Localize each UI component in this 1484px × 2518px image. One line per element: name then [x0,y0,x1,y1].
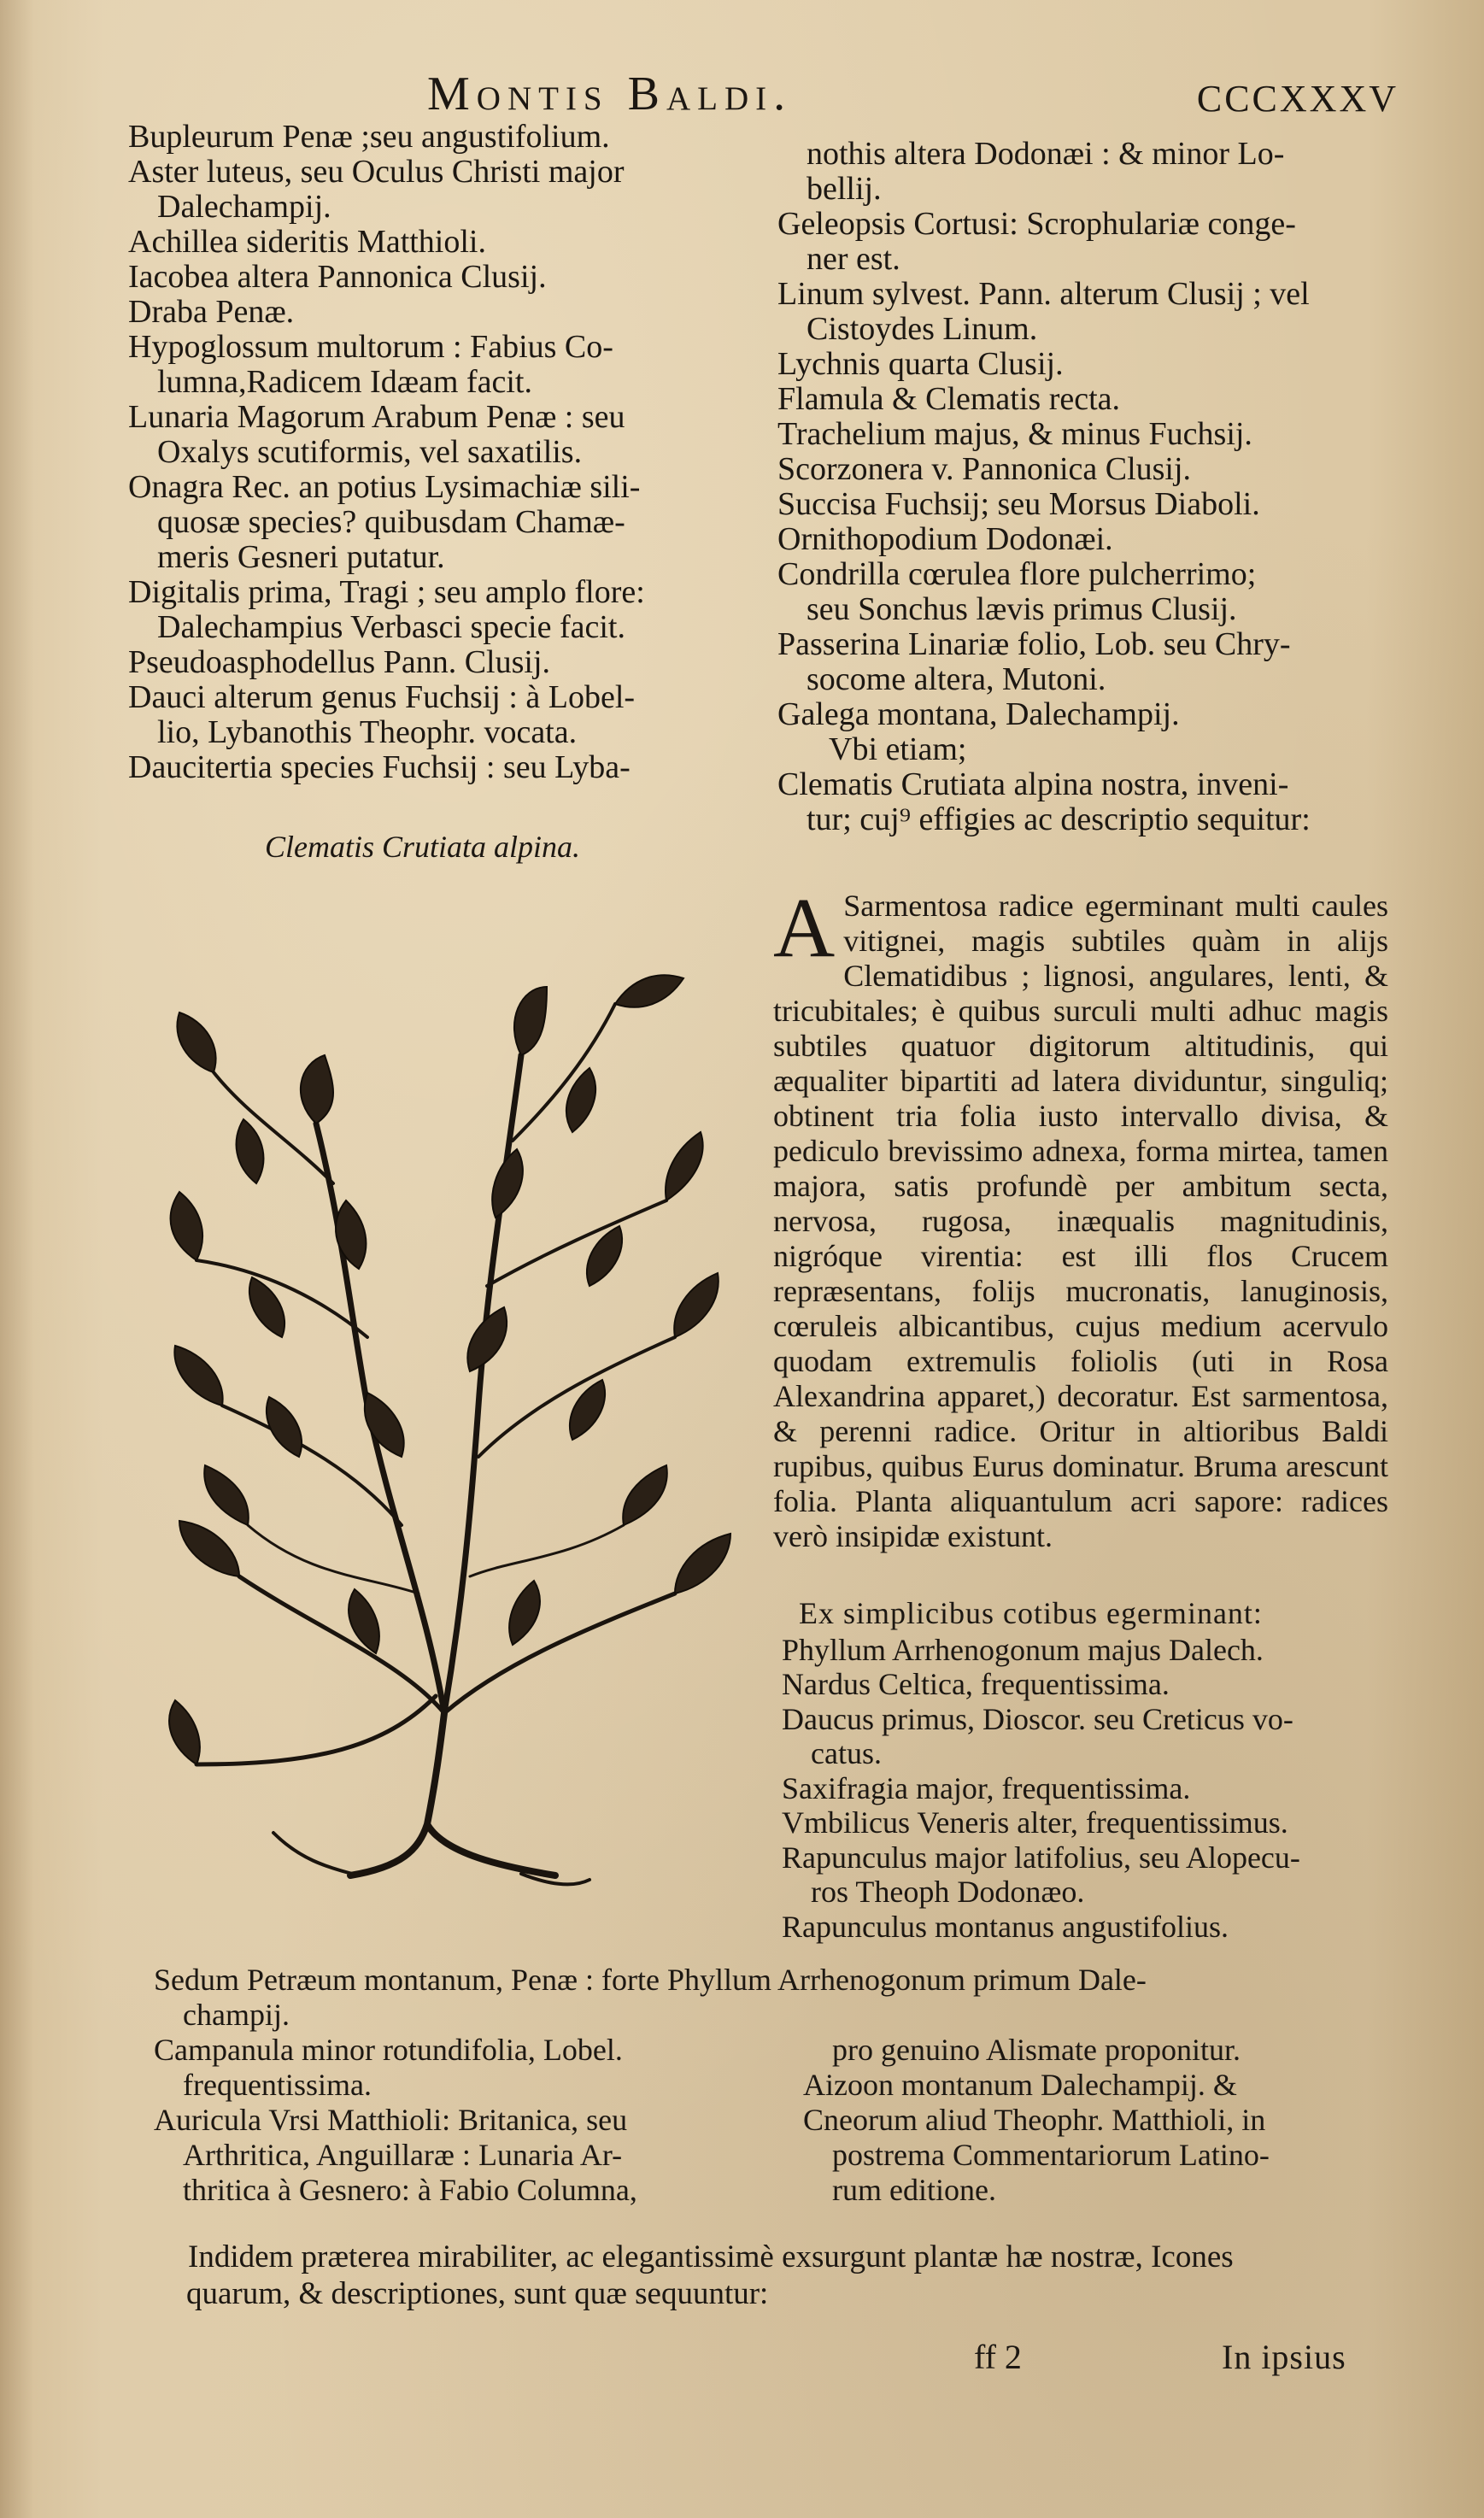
list-entry-continuation: nothis altera Dodonæi : & minor Lo- [807,136,1285,172]
list-entry-continuation: ner est. [807,241,900,277]
list-entry: Scorzonera v. Pannonica Clusij. [777,451,1192,487]
plant-description [773,880,1388,1554]
list-entry-continuation: lumna,Radicem Idæam facit. [157,364,532,400]
list-entry: Onagra Rec. an potius Lysimachiæ sili- [128,469,641,505]
list-entry-continuation: frequentissima. [183,2068,372,2102]
list-entry-continuation: socome altera, Mutoni. [807,661,1106,697]
folio-number: CCCXXXV [1196,78,1399,120]
closing-paragraph [188,2239,1367,2312]
list-entry-continuation: rum editione. [832,2173,996,2207]
list-entry: Campanula minor rotundifolia, Lobel. [154,2033,623,2067]
paragraph-line: Indidem præterea mirabiliter, ac elegantissimè exsurgunt plantæ hæ nostræ, Icones [188,2239,1234,2274]
list-entry: Digitalis prima, Tragi ; seu amplo flore: [128,574,645,610]
list-entry: Rapunculus major latifolius, seu Alopecu- [782,1840,1300,1875]
list-entry: Flamula & Clematis recta. [777,381,1121,417]
list-entry-continuation: Oxalys scutiformis, vel saxatilis. [157,434,583,470]
list-entry-continuation: lio, Lybanothis Theophr. vocata. [157,714,578,750]
list-entry-continuation: ros Theoph Dodonæo. [811,1875,1085,1909]
catchword: In ipsius [1222,2338,1346,2376]
running-head: Montis Baldi. [427,67,793,120]
list-entry-continuation: postrema Commentariorum Latino- [832,2138,1270,2172]
list-entry-continuation: pro genuino Alismate proponitur. [832,2033,1241,2067]
list-entry: Draba Penæ. [128,294,295,330]
list-entry: Phyllum Arrhenogonum majus Dalech. [782,1632,1264,1667]
list-entry-continuation: bellij. [807,171,882,207]
bottom-right-plant-list [803,2033,1393,2208]
list-entry-continuation: catus. [811,1736,882,1770]
list-entry: Nardus Celtica, frequentissima. [782,1667,1170,1701]
list-entry: Trachelium majus, & minus Fuchsij. [777,416,1252,452]
list-entry: Condrilla cœrulea flore pulcherrimo; [777,556,1257,592]
list-entry: Lunaria Magorum Arabum Penæ : seu [128,399,625,435]
drop-capital: A [773,880,836,975]
list-entry-continuation: thritica à Gesnero: à Fabio Columna, [183,2173,637,2207]
plant-woodcut-illustration [145,927,743,1935]
description-paragraph: Sarmentosa radice egerminant multi caules vitignei, magis subtiles quàm in alijs Clematidibus ; lignosi, angulares, lenti, & tricubitales; è quibus surculi multi adhuc magis subtiles quatuor digitorum altitudinis, qui æqualiter bipartiti ad latera dividuntur, singuliq; obtinent tria folia iusto intervallo divisa, & pediculo brevissimo adnexa, forma mirtea, tamen majora, satis profundè per ambitum secta, nervosa, rugosa, inæqualis magnitudinis, nigróque virentia: est illi flos Crucem repræsentans, folijs mucronatis, lanuginosis, cœruleis albicantibus, cujus medium acervulo quodam extremulis foliolis (uti in Rosa Alexandrina apparet,) decoratur. Est sarmentosa, & perenni radice. Oritur in altioribus Baldi rupibus, quibus Eurus dominatur. Bruma arescunt folia. Planta aliquantulum acri sapore: radices verò insipidæ existunt. [773,889,1388,1553]
figure-caption: Clematis Crutiata alpina. [265,830,581,864]
list-entry-continuation: Dalechampij. [157,189,331,225]
list-entry: Galega montana, Dalechampij. [777,696,1180,732]
signature-mark: ff 2 [974,2338,1022,2376]
list-entry: Daucitertia species Fuchsij : seu Lyba- [128,749,631,785]
list-entry: Daucus primus, Dioscor. seu Creticus vo- [782,1701,1293,1736]
right-column-plant-list [777,137,1375,837]
list-entry: Lychnis quarta Clusij. [777,346,1064,382]
list-entry-continuation: champij. [183,1998,290,2032]
list-entry-continuation: seu Sonchus lævis primus Clusij. [807,591,1237,627]
list-entry-continuation: Arthritica, Anguillaræ : Lunaria Ar- [183,2138,623,2172]
list-entry: Succisa Fuchsij; seu Morsus Diaboli. [777,486,1260,522]
list-entry-continuation: Dalechampius Verbasci specie facit. [157,609,625,645]
list-entry-continuation: tur; cuj⁹ effigies ac descriptio sequitur: [807,801,1311,837]
page-footer [0,2337,1484,2380]
left-column-plant-list [128,120,709,785]
list-entry: Sedum Petræum montanum, Penæ : forte Phyllum Arrhenogonum primum Dale- [154,1963,1147,1997]
list-entry-continuation: Cistoydes Linum. [807,311,1038,347]
list-entry: Passerina Linariæ folio, Lob. seu Chry- [777,626,1291,662]
list-entry: Cneorum aliud Theophr. Matthioli, in [803,2103,1266,2137]
list-entry: Achillea sideritis Matthioli. [128,224,486,260]
list-entry: Iacobea altera Pannonica Clusij. [128,259,547,295]
list-heading: Ex simplicibus cotibus egerminant: [799,1596,1263,1630]
list-entry: Pseudoasphodellus Pann. Clusij. [128,644,551,680]
list-entry: Saxifragia major, frequentissima. [782,1770,1191,1805]
list-entry: Auricula Vrsi Matthioli: Britanica, seu [154,2103,628,2137]
list-entry: Hypoglossum multorum : Fabius Co- [128,329,613,365]
paragraph-line: quarum, & descriptiones, sunt quæ sequuntur: [186,2276,769,2311]
list-entry: Vmbilicus Veneris alter, frequentissimus. [782,1805,1288,1840]
list-entry: Dauci alterum genus Fuchsij : à Lobel- [128,679,636,715]
list-entry-continuation: Vbi etiam; [829,731,967,767]
list-entry: Ornithopodium Dodonæi. [777,521,1113,557]
list-entry: Clematis Crutiata alpina nostra, inveni- [777,766,1289,802]
list-entry: Rapunculus montanus angustifolius. [782,1909,1229,1944]
list-entry: Bupleurum Penæ ;seu angustifolium. [128,119,610,155]
cotibus-plant-list [782,1596,1388,1944]
list-entry-continuation: meris Gesneri putatur. [157,539,445,575]
list-entry-continuation: quosæ species? quibusdam Chamæ- [157,504,625,540]
list-entry: Aizoon montanum Dalechampij. & [803,2068,1237,2102]
list-entry: Linum sylvest. Pann. alterum Clusij ; vel [777,276,1310,312]
list-entry: Aster luteus, seu Oculus Christi major [128,154,625,190]
list-entry: Geleopsis Cortusi: Scrophulariæ conge- [777,206,1296,242]
page-header [0,67,1484,126]
